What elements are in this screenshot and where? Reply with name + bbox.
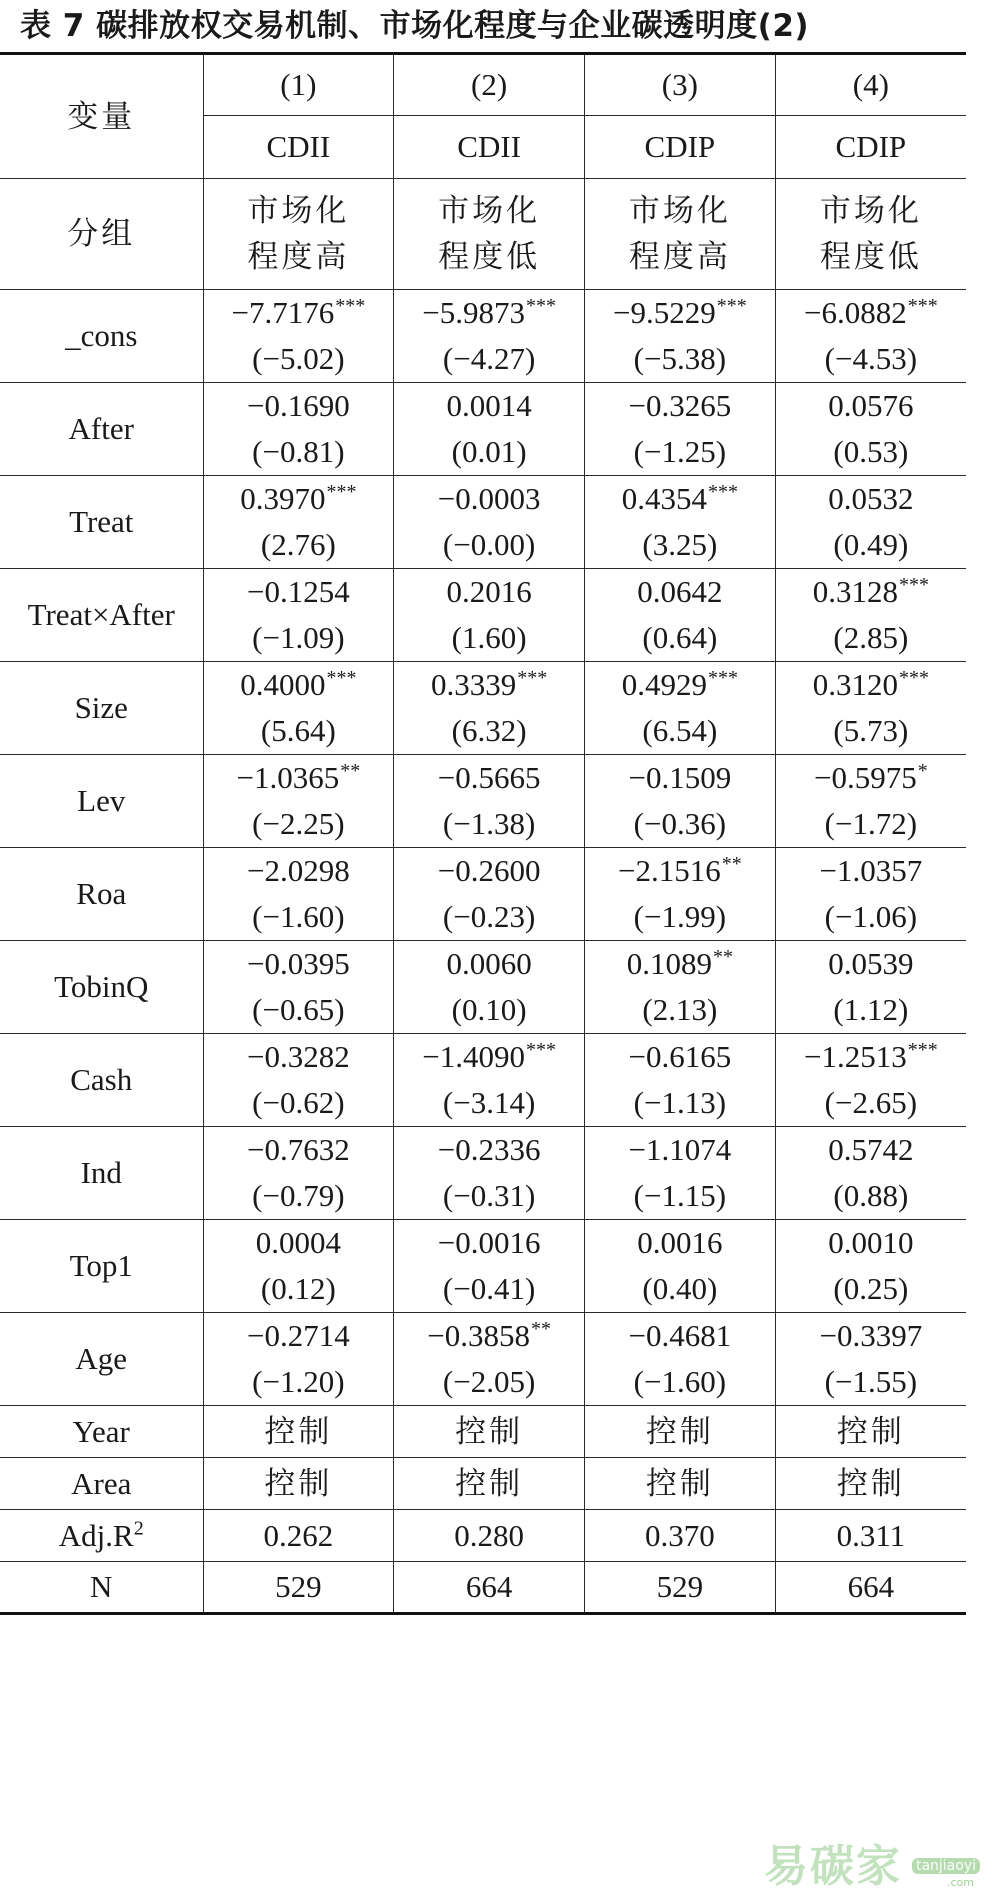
group-cell	[203, 179, 394, 290]
coefficient-value: 0.3970	[240, 481, 326, 516]
significance-stars: **	[721, 852, 742, 875]
coefficient-line	[204, 755, 394, 801]
significance-stars: ***	[716, 294, 747, 317]
coefficient-cell	[585, 755, 776, 848]
t-statistic: (−1.55)	[824, 1364, 918, 1399]
coefficient-cell	[394, 476, 585, 569]
significance-stars: ***	[525, 294, 556, 317]
coefficient-line	[394, 1034, 584, 1080]
t-statistic: (−1.06)	[824, 899, 918, 934]
adj-r2-label: Adj.R	[58, 1517, 134, 1553]
t-statistic: (6.32)	[451, 713, 527, 748]
coefficient-line	[204, 848, 394, 894]
significance-stars: ***	[517, 666, 548, 689]
coefficient-value: −0.2336	[437, 1132, 541, 1167]
coefficient-cell	[394, 1127, 585, 1220]
coefficient-line	[776, 1220, 966, 1266]
coefficient-line	[776, 476, 966, 522]
t-statistic: (5.73)	[833, 713, 909, 748]
coefficient-value: −0.6165	[628, 1039, 732, 1074]
t-statistic: (6.54)	[642, 713, 718, 748]
t-statistic: (−5.38)	[633, 341, 727, 376]
t-statistic: (0.88)	[833, 1178, 909, 1213]
variable-name: Cash	[0, 1034, 203, 1127]
watermark-url: tanjiaoyi	[912, 1858, 980, 1874]
variable-name: Ind	[0, 1127, 203, 1220]
coefficient-value: −1.0357	[819, 853, 923, 888]
coefficient-value: 0.0576	[828, 388, 914, 423]
adj-r2-row	[0, 1510, 966, 1562]
coefficient-line	[394, 383, 584, 429]
coefficient-value: 0.2016	[446, 574, 532, 609]
t-statistic: (0.53)	[833, 434, 909, 469]
t-statistic: (−1.15)	[633, 1178, 727, 1213]
t-statistic: (−1.13)	[633, 1085, 727, 1120]
coefficient-value: −0.1254	[247, 574, 350, 609]
n-cell: 529	[203, 1562, 394, 1614]
coefficient-line	[585, 290, 775, 336]
significance-stars: **	[340, 759, 361, 782]
coefficient-cell	[585, 848, 776, 941]
group-header: 分组	[0, 179, 203, 290]
table-row	[0, 941, 966, 1034]
coefficient-cell	[203, 848, 394, 941]
group-line: 程度高	[247, 239, 350, 275]
t-statistic: (5.64)	[260, 713, 336, 748]
group-line: 程度高	[628, 239, 731, 275]
dependent-variable: CDII	[203, 116, 394, 179]
coefficient-cell	[203, 755, 394, 848]
variable-name: Age	[0, 1313, 203, 1406]
adj-r2-superscript: 2	[133, 1517, 144, 1540]
coefficient-line	[585, 662, 775, 708]
coefficient-line	[394, 476, 584, 522]
coefficient-line	[776, 383, 966, 429]
coefficient-value: 0.3120	[812, 667, 898, 702]
column-number: (4)	[775, 54, 966, 116]
significance-stars: *	[917, 759, 928, 782]
coefficient-value: 0.4929	[621, 667, 707, 702]
coefficient-cell	[775, 1127, 966, 1220]
t-statistic: (1.12)	[833, 992, 909, 1027]
regression-table	[0, 52, 966, 1615]
significance-stars: ***	[326, 480, 357, 503]
group-line: 市场化	[247, 193, 350, 229]
coefficient-line	[394, 1313, 584, 1359]
coefficient-value: −2.0298	[247, 853, 350, 888]
coefficient-cell	[394, 941, 585, 1034]
n-cell: 664	[394, 1562, 585, 1614]
coefficient-value: 0.4354	[621, 481, 707, 516]
t-statistic: (1.60)	[451, 620, 527, 655]
t-statistic: (0.10)	[451, 992, 527, 1027]
coefficient-line	[585, 1034, 775, 1080]
t-statistic: (−1.60)	[252, 899, 345, 934]
group-cell	[775, 179, 966, 290]
coefficient-value: −0.0016	[437, 1225, 541, 1260]
coefficient-value: 0.5742	[828, 1132, 914, 1167]
t-statistic: (0.64)	[642, 620, 718, 655]
coefficient-line	[585, 848, 775, 894]
coefficient-cell	[203, 941, 394, 1034]
t-statistic: (−5.02)	[252, 341, 345, 376]
coefficient-cell	[585, 1127, 776, 1220]
table-title: 表 7 碳排放权交易机制、市场化程度与企业碳透明度(2)	[20, 8, 810, 44]
t-statistic: (−2.65)	[824, 1085, 918, 1120]
watermark-text: 易碳家	[764, 1841, 902, 1892]
t-statistic: (−2.25)	[252, 806, 345, 841]
variable-name: Area	[0, 1458, 203, 1510]
coefficient-cell	[775, 569, 966, 662]
t-statistic: (−0.00)	[442, 527, 536, 562]
coefficient-value: −0.5975	[814, 760, 917, 795]
t-statistic: (−0.62)	[252, 1085, 345, 1120]
coefficient-line	[585, 476, 775, 522]
control-row	[0, 1406, 966, 1458]
coefficient-line	[776, 1313, 966, 1359]
dependent-variable: CDIP	[775, 116, 966, 179]
coefficient-line	[585, 941, 775, 987]
significance-stars: ***	[326, 666, 357, 689]
t-statistic: (−0.81)	[252, 434, 345, 469]
t-statistic: (−2.05)	[442, 1364, 536, 1399]
coefficient-cell	[394, 290, 585, 383]
table-row	[0, 848, 966, 941]
coefficient-line	[585, 755, 775, 801]
coefficient-value: −1.4090	[422, 1039, 525, 1074]
coefficient-cell	[203, 383, 394, 476]
control-cell: 控制	[394, 1406, 585, 1458]
significance-stars: ***	[525, 1038, 556, 1061]
coefficient-value: −2.1516	[618, 853, 721, 888]
coefficient-line	[204, 290, 394, 336]
variable-name: Lev	[0, 755, 203, 848]
coefficient-cell	[775, 383, 966, 476]
t-statistic: (−1.09)	[252, 620, 345, 655]
coefficient-cell	[394, 755, 585, 848]
column-number: (1)	[203, 54, 394, 116]
coefficient-value: −6.0882	[804, 295, 907, 330]
coefficient-cell	[775, 1220, 966, 1313]
coefficient-cell	[394, 569, 585, 662]
coefficient-line	[776, 755, 966, 801]
dependent-variable: CDIP	[585, 116, 776, 179]
coefficient-value: 0.4000	[240, 667, 326, 702]
group-cell	[394, 179, 585, 290]
t-statistic: (−4.53)	[824, 341, 918, 376]
group-line: 程度低	[438, 239, 541, 275]
coefficient-value: −0.4681	[628, 1318, 732, 1353]
coefficient-cell	[203, 476, 394, 569]
t-statistic: (2.76)	[260, 527, 336, 562]
coefficient-line	[585, 569, 775, 615]
t-statistic: (−1.25)	[633, 434, 727, 469]
variable-name: Size	[0, 662, 203, 755]
coefficient-cell	[585, 1220, 776, 1313]
table-row	[0, 1034, 966, 1127]
coefficient-line	[204, 476, 394, 522]
coefficient-value: −0.3858	[427, 1318, 530, 1353]
table-row	[0, 569, 966, 662]
coefficient-cell	[775, 290, 966, 383]
coefficient-value: 0.3128	[812, 574, 898, 609]
coefficient-cell	[203, 290, 394, 383]
coefficient-cell	[203, 1313, 394, 1406]
coefficient-line	[776, 848, 966, 894]
coefficient-line	[776, 290, 966, 336]
coefficient-cell	[585, 290, 776, 383]
coefficient-line	[204, 569, 394, 615]
dependent-variable: CDII	[394, 116, 585, 179]
coefficient-value: −7.7176	[231, 295, 335, 330]
group-line: 市场化	[819, 193, 922, 229]
t-statistic: (0.12)	[260, 1271, 336, 1306]
significance-stars: ***	[899, 666, 929, 689]
coefficient-value: 0.0016	[637, 1225, 723, 1260]
table-row	[0, 1220, 966, 1313]
coefficient-line	[776, 1127, 966, 1173]
variable-header: 变量	[0, 54, 203, 179]
coefficient-line	[394, 662, 584, 708]
coefficient-line	[394, 848, 584, 894]
group-line: 程度低	[819, 239, 922, 275]
coefficient-cell	[394, 848, 585, 941]
coefficient-line	[394, 1127, 584, 1173]
coefficient-cell	[775, 848, 966, 941]
coefficient-line	[204, 1034, 394, 1080]
t-statistic: (−1.20)	[252, 1364, 345, 1399]
t-statistic: (0.01)	[451, 434, 527, 469]
table-row	[0, 383, 966, 476]
t-statistic: (−1.60)	[633, 1364, 727, 1399]
coefficient-line	[776, 1034, 966, 1080]
coefficient-value: 0.1089	[626, 946, 712, 981]
adj-r2-cell: 0.311	[775, 1510, 966, 1562]
coefficient-value: −1.0365	[236, 760, 340, 795]
t-statistic: (0.49)	[833, 527, 909, 562]
header-row-number	[0, 54, 966, 116]
coefficient-line	[204, 941, 394, 987]
group-cell	[585, 179, 776, 290]
coefficient-value: 0.0539	[828, 946, 914, 981]
table-body	[0, 54, 966, 1614]
coefficient-line	[204, 1220, 394, 1266]
t-statistic: (0.40)	[642, 1271, 718, 1306]
coefficient-cell	[394, 1313, 585, 1406]
t-statistic: (2.13)	[642, 992, 718, 1027]
coefficient-cell	[775, 755, 966, 848]
table-row	[0, 476, 966, 569]
coefficient-line	[394, 290, 584, 336]
coefficient-cell	[394, 1220, 585, 1313]
t-statistic: (−0.23)	[442, 899, 536, 934]
coefficient-line	[776, 569, 966, 615]
coefficient-cell	[585, 1313, 776, 1406]
variable-name	[0, 1510, 203, 1562]
coefficient-value: −0.1509	[628, 760, 732, 795]
significance-stars: ***	[335, 294, 366, 317]
variable-name: Top1	[0, 1220, 203, 1313]
t-statistic: (2.85)	[833, 620, 909, 655]
coefficient-value: −0.2714	[247, 1318, 350, 1353]
coefficient-value: −0.0395	[247, 946, 350, 981]
significance-stars: ***	[708, 666, 738, 689]
variable-name: N	[0, 1562, 203, 1614]
coefficient-cell	[203, 569, 394, 662]
coefficient-value: −0.2600	[437, 853, 541, 888]
control-cell: 控制	[585, 1458, 776, 1510]
coefficient-value: −0.7632	[247, 1132, 350, 1167]
coefficient-cell	[585, 383, 776, 476]
coefficient-value: 0.0060	[446, 946, 532, 981]
table-row	[0, 290, 966, 383]
table-row	[0, 1313, 966, 1406]
coefficient-line	[394, 1220, 584, 1266]
control-row	[0, 1458, 966, 1510]
t-statistic: (−1.99)	[633, 899, 727, 934]
coefficient-value: −5.9873	[422, 295, 525, 330]
variable-name: Treat	[0, 476, 203, 569]
t-statistic: (−3.14)	[442, 1085, 536, 1120]
coefficient-line	[776, 662, 966, 708]
control-cell: 控制	[203, 1458, 394, 1510]
coefficient-line	[394, 755, 584, 801]
t-statistic: (−4.27)	[442, 341, 536, 376]
t-statistic: (−0.79)	[252, 1178, 345, 1213]
t-statistic: (−0.41)	[442, 1271, 536, 1306]
table-row	[0, 662, 966, 755]
coefficient-value: 0.0532	[828, 481, 914, 516]
coefficient-value: 0.0004	[255, 1225, 341, 1260]
coefficient-value: −0.3397	[819, 1318, 923, 1353]
coefficient-cell	[775, 941, 966, 1034]
control-cell: 控制	[775, 1406, 966, 1458]
variable-name: _cons	[0, 290, 203, 383]
coefficient-line	[585, 1220, 775, 1266]
coefficient-cell	[394, 1034, 585, 1127]
coefficient-line	[204, 662, 394, 708]
coefficient-line	[204, 1313, 394, 1359]
adj-r2-cell: 0.262	[203, 1510, 394, 1562]
significance-stars: **	[530, 1317, 551, 1340]
coefficient-value: −0.3282	[247, 1039, 350, 1074]
coefficient-cell	[775, 476, 966, 569]
coefficient-cell	[203, 1127, 394, 1220]
header-row-group	[0, 179, 966, 290]
significance-stars: ***	[899, 573, 929, 596]
coefficient-line	[776, 941, 966, 987]
coefficient-line	[585, 1127, 775, 1173]
coefficient-cell	[203, 1034, 394, 1127]
significance-stars: ***	[907, 294, 938, 317]
coefficient-value: −9.5229	[613, 295, 716, 330]
adj-r2-cell: 0.370	[585, 1510, 776, 1562]
adj-r2-cell: 0.280	[394, 1510, 585, 1562]
coefficient-line	[585, 1313, 775, 1359]
coefficient-cell	[203, 1220, 394, 1313]
variable-name: TobinQ	[0, 941, 203, 1034]
t-statistic: (−0.31)	[442, 1178, 536, 1213]
significance-stars: **	[713, 945, 733, 968]
significance-stars: ***	[708, 480, 738, 503]
coefficient-cell	[585, 476, 776, 569]
coefficient-cell	[585, 569, 776, 662]
coefficient-cell	[585, 662, 776, 755]
group-line: 市场化	[628, 193, 731, 229]
coefficient-cell	[394, 383, 585, 476]
t-statistic: (0.25)	[833, 1271, 909, 1306]
coefficient-line	[204, 1127, 394, 1173]
watermark-com: .com	[947, 1876, 974, 1889]
coefficient-cell	[775, 1034, 966, 1127]
control-cell: 控制	[394, 1458, 585, 1510]
t-statistic: (−1.72)	[824, 806, 918, 841]
coefficient-cell	[775, 1313, 966, 1406]
coefficient-value: −0.3265	[628, 388, 732, 423]
table-row	[0, 755, 966, 848]
coefficient-value: 0.0014	[446, 388, 532, 423]
coefficient-cell	[585, 1034, 776, 1127]
coefficient-value: −1.2513	[804, 1039, 907, 1074]
variable-name: Treat×After	[0, 569, 203, 662]
coefficient-value: −0.5665	[437, 760, 541, 795]
coefficient-value: −0.0003	[437, 481, 541, 516]
n-row	[0, 1562, 966, 1614]
variable-name: After	[0, 383, 203, 476]
variable-name: Year	[0, 1406, 203, 1458]
coefficient-value: 0.0010	[828, 1225, 914, 1260]
variable-name: Roa	[0, 848, 203, 941]
n-cell: 529	[585, 1562, 776, 1614]
coefficient-value: 0.0642	[637, 574, 723, 609]
t-statistic: (3.25)	[642, 527, 718, 562]
t-statistic: (−0.36)	[633, 806, 727, 841]
control-cell: 控制	[203, 1406, 394, 1458]
coefficient-cell	[585, 941, 776, 1034]
significance-stars: ***	[907, 1038, 938, 1061]
coefficient-value: −0.1690	[247, 388, 350, 423]
t-statistic: (−1.38)	[442, 806, 536, 841]
group-line: 市场化	[438, 193, 541, 229]
coefficient-value: −1.1074	[628, 1132, 732, 1167]
column-number: (2)	[394, 54, 585, 116]
control-cell: 控制	[775, 1458, 966, 1510]
coefficient-cell	[394, 662, 585, 755]
control-cell: 控制	[585, 1406, 776, 1458]
column-number: (3)	[585, 54, 776, 116]
coefficient-value: 0.3339	[431, 667, 517, 702]
coefficient-line	[394, 569, 584, 615]
n-cell: 664	[775, 1562, 966, 1614]
watermark-logo	[764, 1824, 984, 1894]
coefficient-cell	[775, 662, 966, 755]
coefficient-line	[585, 383, 775, 429]
t-statistic: (−0.65)	[252, 992, 345, 1027]
coefficient-cell	[203, 662, 394, 755]
coefficient-line	[204, 383, 394, 429]
coefficient-line	[394, 941, 584, 987]
table-row	[0, 1127, 966, 1220]
